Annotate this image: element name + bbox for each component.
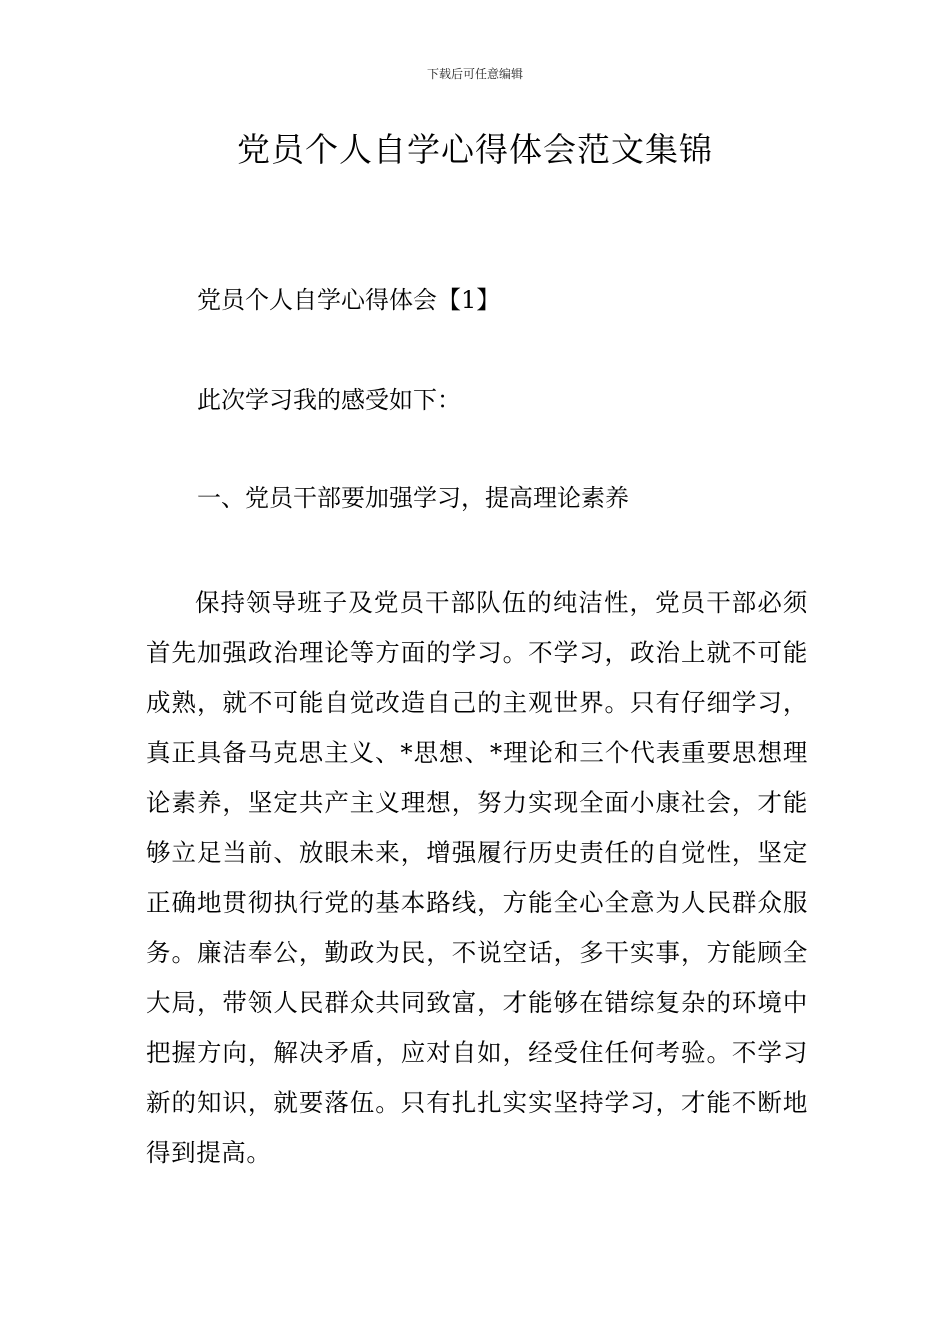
header-note: 下载后可任意编辑: [426, 67, 523, 81]
body-paragraph: 保持领导班子及党员干部队伍的纯洁性，党员干部必须首先加强政治理论等方面的学习。不学习，政治上就不可能成熟，就不可能自觉改造自己的主观世界。只有仔细学习，真正具备马克思主义、*思想、*理论和三个代表重要思想理论素养，坚定共产主义理想，努力实现全面小康社会，才能够立足当前、放眼未来，增强履行历史责任的自觉性，坚定正确地贯彻执行党的基本路线，方能全心全意为人民群众服务。廉洁奉公，勤政为民，不说空话，多干实事，方能顾全大局，带领人民群众共同致富，才能够在错综复杂的环境中把握方向，解决矛盾，应对自如，经受住任何考验。不学习新的知识，就要落伍。只有扎扎实实坚持学习，才能不断地得到提高。: [146, 588, 808, 1167]
document-title: 党员个人自学心得体会范文集锦: [237, 130, 713, 169]
section-title: 党员个人自学心得体会【1】: [197, 286, 501, 314]
heading-one: 一、党员干部要加强学习，提高理论素养: [197, 484, 629, 512]
intro-line: 此次学习我的感受如下：: [197, 386, 461, 414]
